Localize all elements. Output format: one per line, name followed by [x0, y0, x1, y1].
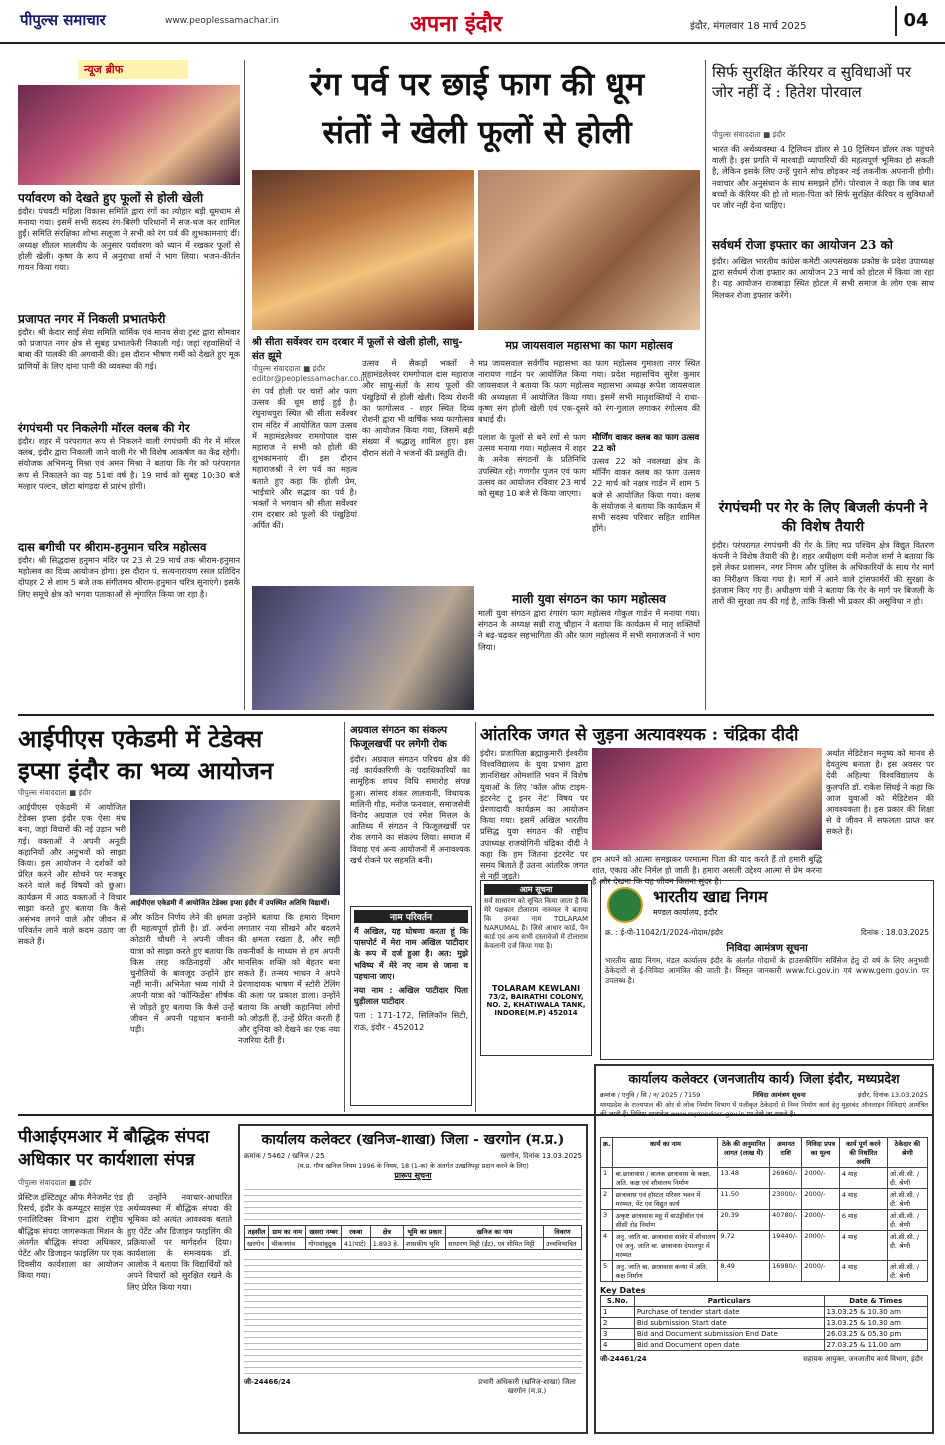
ips-body: आईपीएस एकेडमी में आयोजित टेडेक्स इप्सा इंदौर एक ऐसा मंच बना, जहां विचारों की नई उड़ान भरी गई। वक्ताओं ने अपनी अनूठी कहानियों और अनुभवों को साझा किया। इस आयोजन ने दर्शकों को प्रेरित करने और सोचने पर मजबूर करने वाले कई विषयों को छुआ। कार्यक्रम में आठ वक्ताओं ने विचार साझा करते हुए बताया कि कैसे असंभव लगने वाले और जीवन में परिवर्तन लाने वाले कदम उठाए जा सकते हैं।: [18, 802, 126, 947]
table-header-cell: रकबा: [341, 1226, 370, 1238]
khargone-rule: (म.प्र. गौण खनिज नियम 1996 के नियम, 18 (1-क) के अंतर्गत उत्खनिपट्टा प्रदान करने के लिए): [297, 1162, 529, 1170]
table-header-cell: Date & Times: [824, 1296, 927, 1307]
table-cell: 27.03.25 & 11.00 am: [824, 1340, 927, 1351]
table-cell: 41(पार्ट): [341, 1238, 370, 1250]
table-row: [601, 1307, 928, 1318]
agrawal-headline: अग्रवाल संगठन का संकल्प फिजूलखर्ची पर लगेगी रोक: [350, 725, 448, 750]
khargone-title: कार्यालय कलेक्टर (खनिज-शाखा) जिला - खरगोन (म.प्र.): [261, 1132, 565, 1148]
table-header-cell: अमानत राशि: [770, 1138, 802, 1168]
indore-tender-ad: [594, 1064, 934, 1434]
indore-date: इंदौर, दिनांक 13.03.2025: [858, 1091, 928, 1099]
lead-body: मप्र जायसवाल सर्वर्गीय महासभा का फाग महोत्सव गुमाश्ता नगर स्थित नारायण गार्डन पर आयोजित किया गया। प्रदेश महासचिव सुरेश कुमार जायसवाल ने बताया कि फाग महोत्सव महासभा अध्यक्ष रूपेश जायसवाल की अध्यक्षता में आयोजित किया गया। इसमें सभी मातृशक्तियों ने राधा-कृष्ण संग होली खेली एवं एक-दूसरे को रंग-गुलाल लगाकर रंगोत्सव की बधाई दी।: [478, 358, 700, 425]
khargone-table: [244, 1225, 582, 1250]
masthead: [0, 0, 945, 44]
table-header-cell: खनिज का नाम: [446, 1226, 544, 1238]
news-brief-tag: न्यूज ब्रीफ: [78, 60, 188, 79]
table-row: [601, 1340, 928, 1351]
table-cell: 4 माह: [839, 1189, 887, 1210]
table-cell: 2000/-: [802, 1210, 839, 1231]
table-row: [601, 1318, 928, 1329]
table-cell: 1: [601, 1168, 613, 1189]
table-cell: 4: [601, 1340, 635, 1351]
brand-logo: पीपुल्स समाचार: [20, 11, 106, 29]
iftar-body: इंदौर। अखिल भारतीय कांग्रेस कमेटी अल्पसंख्यक प्रकोष्ठ के प्रदेश उपाध्यक्ष द्वारा सर्वधर्म रोजा इफ्तार का आयोजन 23 मार्च को होटल में किया जा रहा है। यह आयोजन राजबाड़ा स्थित होटल में सभी समाज के लोग एक साथ मिलकर रोजा इफ्तार करेंगे।: [712, 256, 934, 300]
table-header-cell: कार्य का नाम: [613, 1138, 718, 1168]
indore-footer: जी-24461/24: [600, 1355, 647, 1363]
table-cell: 5: [601, 1261, 613, 1282]
pim-body: प्रेस्टिज इंस्टिट्यूट ऑफ मैनेजमेंट एंड रिसर्च, इंदौर के कम्प्यूटर साइंस एंड एनालिटिक्स विभाग द्वारा राष्ट्रीय बौद्धिक संपदा जागरूकता मिशन के अंतर्गत बौद्धिक संपदा अधिकार, पेटेंट और डिजाइन फाइलिंग पर एक दिवसीय कार्यशाला का आयोजन किया गया।: [18, 1192, 123, 1281]
public-notice-title: आम सूचना: [484, 884, 588, 895]
agrawal-body: इंदौर। अग्रवाल संगठन परिचय क्षेत्र की नई कार्यकारिणी के पदाधिकारियों का सामूहिक शपथ विधि समारोह संपन्न हुआ। सांसद शंकर लालवानी, विधायक मालिनी गौड़, मनोज फनवाल, समाजसेवी विनोद अग्रवाल एवं रमेश मित्तल के आतिथ्य में संगठन ने फिजूलखर्ची पर रोक लगाने का संकल्प लिया। समाज में विवाह एवं अन्य आयोजनों में अनावश्यक खर्च रोकने पर सहमति बनी।: [350, 754, 470, 865]
table-header-cell: Particulars: [634, 1296, 824, 1307]
indore-title: कार्यालय कलेक्टर (जनजातीय कार्य) जिला इंदौर, मध्यप्रदेश: [628, 1071, 900, 1086]
table-cell: 2000/-: [802, 1189, 839, 1210]
power-body: इंदौर। परंपरागत रंगपंचमी की गेर के लिए मप्र पश्चिम क्षेत्र विद्युत वितरण कंपनी ने विशेष तैयारी की है। शहर अधीक्षण यंत्री मनोज शर्मा ने बताया कि इसे लेकर प्रशासन, नगर निगम और पुलिस के अधिकारियों के साथ गेर मार्ग का निरीक्षण किया गया है। मार्ग में आने वाले ट्रांसफार्मरों की सुरक्षा के इंतजाम किए गए हैं। अधीक्षण यंत्री ने बताया कि गेर के मार्ग पर बिजली के तारों की सुरक्षा तय की गई है, ताकि किसी भी प्रकार की असुविधा न हो।: [712, 540, 934, 607]
public-notice-body: सर्व साधारण को सूचित किया जाता है कि मेरे पक्षकार टोलाराम नारुमल ने बताया कि उनका नाम TOLARAM NARUMAL है। जिसे आधार कार्ड, पैन कार्ड एवं अन्य सभी दस्तावेजों में टोलाराम केवलानी दर्ज किया गया है।: [484, 897, 588, 950]
news-brief-column: [18, 60, 240, 710]
ips-headline-1: आईपीएस एकेडमी में टेडेक्स: [18, 724, 263, 753]
table-cell: 13.03.25 & 10.30 am: [824, 1318, 927, 1329]
public-notice-name: TOLARAM KEWLANI: [491, 984, 581, 993]
photo-caption: श्री सीता सर्वेश्वर राम दरबार में फूलों से खेली होली, साधु-संत झूमे: [252, 337, 463, 362]
key-dates-title: Key Dates: [600, 1286, 646, 1295]
name-change-address: पता : 171-172, सिलिकॉन सिटी, राऊ, इंदौर - 452012: [354, 1010, 468, 1032]
brief-title: पर्यावरण को देखते हुए फूलों से होली खेली: [18, 191, 204, 205]
walker-club-subhead: मौर्णिंग वाकर क्लब का फाग उत्सव 22 को: [592, 433, 700, 454]
career-byline: पीपुल्स संवाददाता ■ इंदौर: [712, 130, 786, 139]
table-cell: 11.50: [718, 1189, 770, 1210]
brahmakumari-headline: आंतरिक जगत से जुड़ना अत्यावश्यक : चंद्रिका दीदी: [480, 725, 799, 745]
table-header-cell: कार्य पूर्ण करने की निर्धारित अवधि: [839, 1138, 887, 1168]
table-row: [601, 1231, 928, 1261]
table-cell: 13.48: [718, 1168, 770, 1189]
pim-headline: पीआईएमआर में बौद्धिक संपदा अधिकार पर कार्यशाला संपन्न: [18, 1127, 210, 1170]
brahmakumari-body: अर्थात मेडिटेशन मनुष्य को मानव से देवतुल्य बनाता है। इस अवसर पर देवी अहिल्या विश्वविद्यालय के कुलपति डॉ. राकेश सिंघई ने कहा कि आज युवाओं को मेडिटेशन की आवश्यकता है। इस प्रकार की शिक्षा से वे जीवन में सफलता प्राप्त कर सकते हैं।: [826, 748, 934, 837]
iftar-headline: सर्वधर्म रोजा इफ्तार का आयोजन 23 को: [712, 238, 893, 252]
table-cell: ओ.सी.सी. / दी. श्रेणी: [887, 1189, 927, 1210]
brahmakumari-photo: [592, 748, 822, 850]
khargone-ref: क्रमांक / 5462 / खनिज / 25: [244, 1152, 325, 1160]
table-cell: 20.39: [718, 1210, 770, 1231]
table-cell: ओ.सी.सी. / दी. श्रेणी: [887, 1168, 927, 1189]
lead-body: पलाश के फूलों से बने रंगों से फाग उत्सव मनाया गया। महोत्सव में शहर के अनेक संगठनों के प्रतिनिधि उपस्थित रहे। गणगौर पूजन एवं फाग उत्सव का आयोजन रविवार 23 मार्च को सुबह 10 बजे से किया जाएगा।: [478, 432, 586, 499]
table-cell: गोगावांबुद्रुक: [306, 1238, 342, 1250]
table-cell: ओ.सी.सी. / दी. श्रेणी: [887, 1210, 927, 1231]
table-header-cell: S.No.: [601, 1296, 635, 1307]
table-cell: 19440/-: [770, 1231, 802, 1261]
mali-body: माली युवा संगठन द्वारा रंगारंग फाग महोत्सव गोकुल गार्डन में मनाया गया। संगठन के अध्यक्ष सन्नी राजू चौहान ने बताया कि कार्यक्रम में मातृ शक्तियों ने बढ़-चढ़कर सहभागिता की और फाग महोत्सव में सभी समाजजनों ने भाग लिया।: [478, 608, 700, 652]
table-header-cell: क्र.: [601, 1138, 613, 1168]
indore-works-table: [600, 1137, 928, 1282]
name-change-signature: नया नाम : अखिल पाटीदार पिता घुड़ीलाल पाटीदार: [354, 985, 468, 1007]
table-row: [601, 1261, 928, 1282]
ips-photo: [130, 800, 340, 895]
lead-email: editor@peoplessamachar.co.in: [252, 374, 368, 383]
table-row: [601, 1210, 928, 1231]
key-dates-table: [600, 1295, 928, 1351]
lead-headline-2: संतों ने खेली फूलों से होली: [322, 113, 632, 151]
fci-title: भारतीय खाद्य निगम: [653, 887, 768, 906]
table-cell: 2: [601, 1318, 635, 1329]
site-url[interactable]: www.peoplessamachar.in: [165, 16, 279, 26]
column-rule: [344, 722, 345, 1112]
fci-notice: निविदा आमंत्रण सूचना: [726, 943, 808, 954]
table-cell: अनु. जाति बा. छात्रावास सांवेर में शौचालय एवं अनु. जाति बा. छात्रावास देपालपुर में मरम्मत: [613, 1231, 718, 1261]
public-notice-address: 73/2, BAIRATHI COLONY, NO. 2, KHATIWALA TANK, INDORE(M.P) 452014: [486, 993, 586, 1017]
ips-photo-caption: आईपीएस एकेडमी में आयोजित टेडेक्स इप्सा इंदौर में उपस्थित अतिथि विद्यार्थी।: [130, 898, 330, 907]
table-cell: Bid submission Start date: [634, 1318, 824, 1329]
name-change-ad: [350, 906, 472, 1106]
lead-photo-jayaswal: [478, 170, 700, 330]
indore-ref: क्रमांक / एनुवि / सि / न/ 2025 / 7159: [600, 1091, 701, 1099]
table-cell: 6 माह: [839, 1210, 887, 1231]
indore-notice: निविदा आमंत्रण सूचना: [752, 1091, 806, 1099]
table-cell: Purchase of tender start date: [634, 1307, 824, 1318]
brief-title: प्रजापत नगर में निकली प्रभातफेरी: [18, 312, 166, 326]
table-header-cell: विवरण: [543, 1226, 581, 1238]
table-cell: उत्कृष्ट छात्रावास महू में बाउंड्रीवॉल एवं सीसी रोड निर्माण: [613, 1210, 718, 1231]
column-rule: [705, 60, 706, 710]
brief-title: रंगपंचमी पर निकलेगी मॉरल क्लब की गेर: [18, 421, 190, 435]
khargone-filler: [244, 1184, 582, 1222]
table-cell: भीकनगांव: [269, 1238, 306, 1250]
brief-body: इंदौर। श्री सिद्धदास हनुमान मंदिर पर 23 से 29 मार्च तक श्रीराम-हनुमान महोत्सव का दिव्य आयोजन होगा। इस दौरान पं. सत्यनारायण रसल प्रतिदिन दोपहर 2 से शाम 5 बजे तक संगीतमय श्रीराम-हनुमान चरित्र सुनाएंगे। इसके लिए समूचे क्षेत्र को भगवा पताकाओं से शृंगारित किया जा रहा है।: [18, 555, 240, 599]
brahmakumari-body: इंदौर। प्रजापिता ब्रह्माकुमारी ईश्वरीय विश्वविद्यालय के युवा प्रभाग द्वारा ज्ञानशिखर ओमशांति भवन में विशेष युवाओं के लिए 'कॉल ऑफ टाइम-इंटरनेट टू इनर नेट' विषय पर प्रेरणादायी कार्यक्रम का आयोजन किया गया। इसमें अखिल भारतीय प्रसिद्ध युवा संगठन की राष्ट्रीय उपाध्यक्ष राजयोगिनी चंद्रिका दीदी ने कहा कि हम जितना इंटरनेट पर समय बिताते हैं उतना आंतरिक जगत से नहीं जुड़ते।: [480, 748, 588, 882]
lead-body: उत्सव 22 को नवलखा क्षेत्र के मॉर्निंग वाकर क्लब का फाग उत्सव 22 मार्च को नक्षत्र गार्डन में शाम 5 बजे से आयोजित किया गया। क्लब के संयोजक ने बताया कि कार्यक्रम में सभी सदस्य परिवार सहित शामिल होंगे।: [592, 456, 700, 534]
table-cell: ओ.सी.सी. / दी. श्रेणी: [887, 1231, 927, 1261]
column-rule: [475, 722, 476, 1112]
table-cell: 4: [601, 1231, 613, 1261]
table-row: [601, 1168, 928, 1189]
ips-body: उन्होंने बताया कि हमारा दिमाग लगातार नया सीखने और बदलने की क्षमता रखता है, और सही तकनीकों के माध्यम से हम अपनी मानसिक शक्ति को बेहतर बना सकते हैं। तन्मय भाधन ने अपने प्रेरणादायक भाषण में स्टोरी टेलिंग की कला पर प्रकाश डाला। उन्होंने बताया कि अच्छी कहानियां लोगों को जोड़ती हैं, उन्हें प्रेरित करती हैं और दुनिया को देखने का एक नया नजरिया देती हैं।: [238, 912, 340, 1046]
fci-logo-icon: [607, 887, 643, 923]
band-rule: [18, 714, 934, 716]
khargone-signatory: प्रभारी अधिकारी (खनिज-शाखा) जिला खरगोन (म.प्र.): [478, 1378, 576, 1395]
lead-photo-ram-darbar: [252, 170, 474, 330]
table-cell: शासकीय भूमि: [404, 1238, 446, 1250]
lead-byline: पीपुल्स संवाददाता ■ इंदौर: [252, 364, 326, 373]
table-header-cell: क्षेत्र: [370, 1226, 403, 1238]
table-cell: 4 माह: [839, 1168, 887, 1189]
photo-caption: मप्र जायसवाल महासभा का फाग महोत्सव: [505, 339, 673, 352]
table-cell: बा.छात्रावास / बालक छात्रावास के कक्षा, अति. कक्ष एवं शौचालय निर्माण: [613, 1168, 718, 1189]
khargone-footer: जी-24466/24: [244, 1378, 291, 1386]
table-header-cell: ठेकेदार की श्रेणी: [887, 1138, 927, 1168]
table-header-cell: ठेके की अनुमानित लागत (लाख में): [718, 1138, 770, 1168]
table-cell: 1: [601, 1307, 635, 1318]
power-headline: रंगपंचमी पर गेर के लिए बिजली कंपनी ने की विशेष तैयारी: [718, 500, 928, 535]
table-row: [601, 1189, 928, 1210]
table-cell: खरगोन: [245, 1238, 269, 1250]
khargone-date: खरगोन, दिनांक 13.03.2025: [500, 1152, 582, 1160]
indore-signatory: सहायक आयुक्त, जनजातीय कार्य विभाग, इंदौर: [803, 1355, 923, 1363]
fci-date: दिनांक : 18.03.2025: [860, 928, 929, 937]
column-rule: [244, 60, 245, 710]
career-body: भारत की अर्थव्यवस्था 4 ट्रिलियन डॉलर से 10 ट्रिलियन डॉलर तक पहुंचने वाली है। इस प्रगति में मारवाड़ी व्यापारियों की महत्वपूर्ण भूमिका हो सकती है, लेकिन इसके लिए उन्हें पुराने सोच छोड़कर नई तकनीक अपनानी होगी। नवाचार और अनुसंधान के साथ समझने होंगे। पोरवाल ने कहा कि जब बात बच्चों के कॅरियर की हो तो माता-पिता को सिर्फ सुरक्षित कॅरियर व सुविधाओं पर जोर नहीं देना चाहिए।: [712, 144, 934, 211]
brief-body: इंदौर। शहर में परंपरागत रूप से निकलने वाली रंगपंचमी की गेर में मॉरल क्लब, इंदौर द्वारा निकाली जाने वाली गेर भी विशेष आकर्षण का केंद्र रहेगी। संयोजक अभिमन्यु मिश्रा एवं अमन मिश्रा ने बताया कि गेर को परंपरागत रूप से निकालने का यह 51वां वर्ष है। 19 मार्च को सुबह 10:30 बजे मल्हार पल्टन, छोटा बांगड़दा से प्रारंभ होगी।: [18, 436, 240, 491]
public-notice-ad: [480, 880, 592, 1056]
table-cell: Bid and Document submission End Date: [634, 1329, 824, 1340]
fci-body: भारतीय खाद्य निगम, मंडल कार्यालय इंदौर के अंतर्गत गोदामों के हाउसकीपिंग सर्विसेज हेतु दो वर्ष के लिए अनुभवी ठेकेदारों से ई-निविदा आमंत्रित की जाती है। विस्तृत जानकारी www.fci.gov.in एवं www.gem.gov.in पर उपलब्ध है।: [605, 956, 929, 985]
table-cell: 4 माह: [839, 1231, 887, 1261]
lead-headline-1: रंग पर्व पर छाई फाग की धूम: [309, 65, 645, 103]
table-cell: 3: [601, 1329, 635, 1340]
khargone-tender-ad: [238, 1124, 588, 1434]
fci-ref: क्र. : ई-पी-11042/1/2024-गोदाम/इंदौर: [605, 928, 723, 937]
table-cell: ओ.सी.सी. / दी. श्रेणी: [887, 1261, 927, 1282]
indore-intro: मध्यप्रदेश के राज्यपाल की ओर से लोक निर्माण विभाग में पंजीकृत ठेकेदारों से निम्न निर्माण कार्य हेतु मुहरबंद ऑनलाइन निविदाएं आमंत्रित की जाती हैं। निविदा दस्तावेज www.mptenders.gov.in पर देखे जा सकते हैं।: [600, 1101, 928, 1118]
table-cell: 26960/-: [770, 1168, 802, 1189]
table-cell: 4 माह: [839, 1261, 887, 1282]
brahmakumari-body: हम अपने को आत्मा समझकर परमात्मा पिता की याद करते हैं तो हमारी बुद्धि शांत, एकाग्र और निर्मल हो जाती है। हमारा असली उद्देश्य आत्मा से प्रेम करना है और देखना कि यह जीवन कितना सुंदर है।: [592, 854, 822, 887]
brief-body: इंदौर। पंचवटी महिला विकास समिति द्वारा रंगों का त्योहार बड़ी धूमधाम से मनाया गया। इसमें सभी सदस्य रंग-बिरंगी परिधानों में सज-धज कर शामिल हुईं। समिति संरक्षिका शोभा सलूजा ने सभी को रंग पर्व की शुभकामनाएं दीं। अध्यक्ष शीतल मालवीय के अनुसार पर्यावरण को ध्यान में रखकर फूलों से होली खेली। कृष्ण के रूप में अनुराधा शर्मा ने भाग लिया। भजन-कीर्तन गायन किया गया।: [18, 206, 240, 273]
table-header-cell: ग्राम का नाम: [269, 1226, 306, 1238]
dateline: इंदौर, मंगलवार 18 मार्च 2025: [690, 21, 807, 32]
pim-byline: पीपुल्स संवाददाता ■ इंदौर: [18, 1178, 92, 1187]
mali-caption: माली युवा संगठन का फाग महोत्सव: [512, 592, 666, 606]
khargone-notice: प्रारूप सूचना: [394, 1171, 432, 1180]
lead-body: उत्सव में सैकड़ों भक्तों ने महामंडलेश्वर रामगोपाल दास महाराज और साधु-संतों के साथ फूलों की पंखुड़ियों से होली खेली। दिव्य रोशनी का फागोत्सव - शहर स्थित दिव्य रोशनी द्वारा भी वार्षिक भव्य फागोत्सव का आयोजन किया गया, जिसमें बड़ी संख्या में श्रद्धालु शामिल हुए। इस दौरान संतों ने भजनों की प्रस्तुति दी।: [362, 358, 474, 458]
table-cell: अनु. जाति बा. छात्रावास कन्या में अति. कक्ष निर्माण: [613, 1261, 718, 1282]
section-title: अपना इंदौर: [410, 11, 503, 37]
ips-headline-2: इप्सा इंदौर का भव्य आयोजन: [18, 756, 274, 785]
table-header-cell: तहसील: [245, 1226, 269, 1238]
lead-body: रंग पर्व होली पर चारों ओर फाग उत्सव की धूम छाई हुई है। रघुनाथपुरा स्थित श्री सीता सर्वेश्वर राम मंदिर में आयोजित फाग उत्सव में महामंडलेश्वर रामगोपाल दास महाराज ने सभी को होली की शुभकामनाएं दीं। इस दौरान महाराजश्री ने रंग पर्व का महत्व बताते हुए कहा कि होली प्रेम, भाईचारे और सद्भाव का पर्व है। भक्तों ने भगवान श्री सीता सर्वेश्वर राम दरबार को फूलों की पंखुड़ियां अर्पित कीं।: [252, 386, 357, 531]
fci-tender-ad: [600, 880, 934, 1060]
table-cell: 40780/-: [770, 1210, 802, 1231]
table-cell: 3: [601, 1210, 613, 1231]
brief-body: इंदौर। श्री केदार साईं सेवा समिति धार्मिक एवं मानव सेवा ट्रस्ट द्वारा सोमवार को प्रजापत नगर क्षेत्र से सुबह प्रभातफेरी निकाली गई। जहां रहवासियों ने बाबा की पालकी की अगवानी की। इस दौरान भीषण गर्मी को देखते हुए मूक प्राणियों के लिए दाना पानी की व्यवस्था की गई।: [18, 327, 240, 371]
brief-title: दास बगीची पर श्रीराम-हनुमान चरित्र महोत्सव: [18, 540, 207, 554]
table-cell: 2000/-: [802, 1168, 839, 1189]
brief-photo: [18, 85, 240, 185]
table-cell: 2000/-: [802, 1231, 839, 1261]
fci-subtitle: मण्डल कार्यालय, इंदौर: [653, 908, 718, 917]
table-cell: 9.72: [718, 1231, 770, 1261]
name-change-body: मैं अखिल, यह घोषणा करता हूं कि पासपोर्ट में मेरा नाम अखिल पाटीदार के रूप में दर्ज हुआ है। अत: मुझे भविष्य में मेरे नए नाम से जाना व पहचाना जाए।: [354, 927, 468, 981]
table-cell: 16980/-: [770, 1261, 802, 1282]
page-number: 04: [895, 6, 935, 36]
table-header-cell: खसरा नम्बर: [306, 1226, 342, 1238]
table-cell: उच्चविभावित: [543, 1238, 581, 1250]
table-header-cell: निविदा प्रपत्र का मूल्य: [802, 1138, 839, 1168]
table-cell: साधारण मिट्टी (ईंट), एवं सीमित मिट्टी: [446, 1238, 544, 1250]
table-cell: 13.03.25 & 10.30 am: [824, 1307, 927, 1318]
khargone-filler: [244, 1254, 582, 1374]
table-cell: 26.03.25 & 05.30 pm: [824, 1329, 927, 1340]
table-cell: छात्रावास एवं हॉस्टल परिसर भवन में मरम्मत, पेंट एवं विद्युत कार्य: [613, 1189, 718, 1210]
name-change-title: नाम परिवर्तन: [354, 910, 468, 923]
mali-photo: [252, 586, 474, 710]
career-headline: सिर्फ सुरक्षित कॅरियर व सुविधाओं पर जोर नहीं दें : हितेश पोरवाल: [712, 63, 912, 101]
table-cell: 2: [601, 1189, 613, 1210]
table-cell: 2000/-: [802, 1261, 839, 1282]
table-cell: 8.49: [718, 1261, 770, 1282]
table-row: [601, 1329, 928, 1340]
table-header-cell: भूमि का प्रकार: [404, 1226, 446, 1238]
table-row: [245, 1238, 582, 1250]
table-cell: 23000/-: [770, 1189, 802, 1210]
ips-body: और कठिन निर्णय लेने की क्षमता ही महत्वपूर्ण होती है। डॉ. अर्चना कोठारी चौधरी ने अपनी जीवन यात्रा को साझा करते हुए बताया कि किस तरह कठिनाइयों और चुनौतियों के बावजूद उन्होंने हार नहीं मानी। अभिनेता भव्य गांधी ने अपनी यात्रा को 'कॉन्फिडेंस' शीर्षक से जोड़ते हुए बताया कि कैसे उन्हें जीवन में अपनी पहचान बनानी पड़ी।: [130, 912, 234, 1035]
table-cell: Bid and Document open date: [634, 1340, 824, 1351]
ips-byline: पीपुल्स संवाददाता ■ इंदौर: [18, 788, 92, 797]
table-cell: 1.893 हे.: [370, 1238, 403, 1250]
pim-body: ही उन्होंने नवाचार-आधारित अर्थव्यवस्था में बौद्धिक संपदा की भूमिका को अत्यंत आवश्यक बताते हुए पेटेंट और डिजाइन फाइलिंग की प्रक्रियाओं पर मार्गदर्शन दिया। कार्यशाला के समन्वयक डॉ. आलोक ने बताया कि विद्यार्थियों को अपने विचारों को सुरक्षित रखने के लिए प्रेरित किया गया।: [127, 1192, 232, 1292]
